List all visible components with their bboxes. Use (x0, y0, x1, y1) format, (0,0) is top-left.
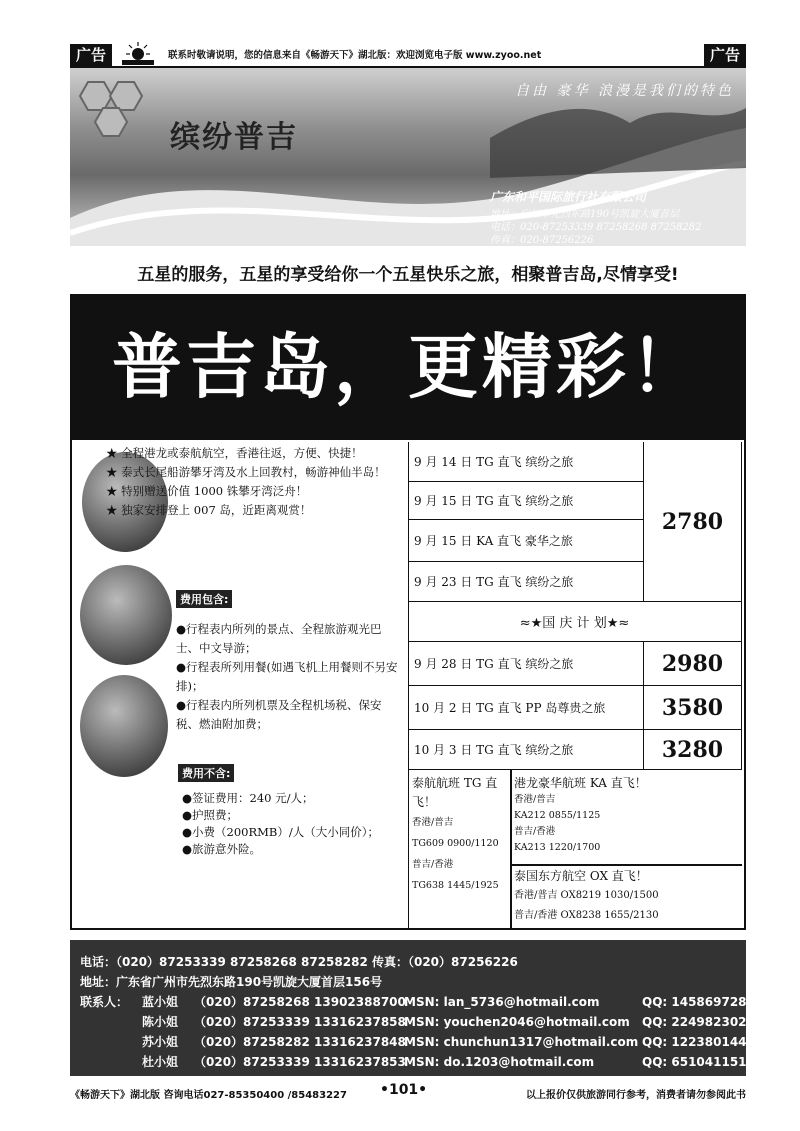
highlight-item: ★ 特别赠送价值 1000 铢攀牙湾泛舟！ (106, 484, 308, 498)
highlight-item: ★ 独家安排登上 007 岛，近距离观赏！ (106, 503, 312, 517)
national-day-row: 9 月 28 日 TG 直飞 缤纷之旅 (408, 642, 644, 686)
excluded-label: 费用不含: (178, 764, 234, 782)
contacts-label: 联系人： (80, 995, 129, 1009)
contact-qq: QQ: 2249823022 (642, 1015, 755, 1029)
ad-tag-right: 广告 (704, 44, 746, 66)
schedule-row: 9 月 23 日 TG 直飞 缤纷之旅 (408, 562, 644, 602)
highlight-item: ★ 全程港龙或泰航航空，香港往返，方便、快捷！ (106, 446, 363, 460)
excluded-item: ●签证费用：240 元/人； (182, 791, 314, 805)
national-day-row: 10 月 3 日 TG 直飞 缤纷之旅 (408, 730, 644, 770)
tagline: 五星的服务，五星的享受给你一个五星快乐之旅，相聚普吉岛,尽情享受! (137, 265, 679, 285)
hero-title: 普吉岛，更精彩！ (70, 294, 746, 440)
contact-msn: MSN: chunchun1317@hotmail.com (404, 1035, 639, 1049)
flight-line: 香港/普吉 OX8219 1030/1500 (514, 890, 659, 901)
excluded-item: ●护照费； (182, 808, 239, 822)
flight-line: KA213 1220/1700 (514, 842, 601, 853)
contact-tel: （020）87253339 13316237853 (194, 1055, 406, 1069)
flight-line: 香港/普吉 (514, 794, 556, 805)
schedule-row: 9 月 14 日 TG 直飞 缤纷之旅 (408, 442, 644, 482)
flight-line: KA212 0855/1125 (514, 810, 601, 821)
highlight-item: ★ 泰式长尾船游攀牙湾及水上回教村，畅游神仙半岛！ (106, 465, 386, 479)
excluded-item: ●旅游意外险。 (182, 842, 262, 856)
highlights-list (106, 444, 406, 520)
contact-row (80, 1032, 755, 1052)
price-cell (644, 642, 742, 686)
included-item: ●行程表内所列的景点、全程旅游观光巴士、中文导游； (176, 622, 382, 655)
company-phone: 电话：020-87253339 87258268 87258282 (490, 222, 702, 233)
included-label: 费用包含: (176, 590, 232, 608)
flight-line: 普吉/香港 (514, 826, 556, 837)
price-group1: 2780 (661, 508, 724, 535)
flights-ox (514, 866, 740, 926)
contact-row (80, 1012, 755, 1032)
contact-qq: QQ: 1458697288 (642, 995, 755, 1009)
company-name: 广东和平国际旅行社有限公司 (490, 190, 647, 204)
flight-line: TG609 0900/1120 (412, 838, 499, 849)
national-day-title: ≈★国 庆 计 划★≈ (408, 602, 742, 642)
photo-james-bond-island (80, 565, 172, 665)
ad-tag-left: 广告 (70, 44, 112, 66)
contact-qq: QQ: 651041151 (642, 1055, 747, 1069)
brand-name: 缤纷普吉 (170, 120, 298, 155)
price-value: 3580 (661, 694, 724, 721)
price-cell (644, 686, 742, 730)
included-item: ●行程表内所列机票及全程机场税、保安税、燃油附加费； (176, 698, 382, 731)
contact-row (80, 1052, 747, 1072)
excluded-list (182, 790, 402, 858)
contact-name: 蓝小姐 (142, 995, 179, 1009)
flights-tg (412, 774, 508, 896)
contact-tel: （020）87258268 13902388700 (194, 995, 406, 1009)
schedule-row: 9 月 15 日 TG 直飞 缤纷之旅 (408, 482, 644, 520)
contact-footer (70, 940, 755, 1076)
footer-phone: 电话：（020）87253339 87258268 87258282 传真：（020）87256226 (80, 955, 518, 969)
magazine-logo-icon (118, 40, 158, 66)
contact-qq: QQ: 1223801448 (642, 1035, 755, 1049)
contact-name: 陈小姐 (142, 1015, 179, 1029)
flight-line: 普吉/香港 (412, 859, 454, 870)
flights-ka-title: 港龙豪华航班 KA 直飞！ (514, 776, 647, 790)
flight-line: TG638 1445/1925 (412, 880, 499, 891)
flights-ox-title: 泰国东方航空 OX 直飞！ (514, 869, 648, 883)
price-cell (644, 730, 742, 770)
company-address: 地址：广州市先烈东路190号凯旋大厦首层 (490, 209, 680, 220)
page-footer-left: 《畅游天下》湖北版 咨询电话027-85350400 /85483227 (70, 1090, 347, 1101)
included-item: ●行程表所列用餐(如遇飞机上用餐则不另安排)； (176, 660, 398, 693)
photo-phang-nga-bay (80, 675, 168, 777)
contact-row (80, 992, 755, 1012)
page-footer-right: 以上报价仅供旅游同行参考，消费者请勿参阅此书 (526, 1090, 746, 1101)
flight-line: 香港/普吉 (412, 817, 454, 828)
contact-msn: MSN: youchen2046@hotmail.com (404, 1015, 630, 1029)
flights-ka (514, 774, 740, 856)
contact-name: 苏小姐 (142, 1035, 179, 1049)
header-note: 联系时敬请说明，您的信息来自《畅游天下》湖北版：欢迎浏览电子版 www.zyoo.net (168, 50, 542, 61)
schedule-row: 9 月 15 日 KA 直飞 豪华之旅 (408, 520, 644, 562)
flight-line: 普吉/香港 OX8238 1655/2130 (514, 910, 659, 921)
contact-tel: （020）87253339 13316237858 (194, 1015, 406, 1029)
flights-tg-title: 泰航航班 TG 直飞！ (412, 776, 498, 809)
excluded-item: ●小费（200RMB）/人（大小同价）； (182, 825, 379, 839)
price-value: 2980 (661, 650, 724, 677)
contact-msn: MSN: lan_5736@hotmail.com (404, 995, 600, 1009)
contact-msn: MSN: do.1203@hotmail.com (404, 1055, 595, 1069)
banner (70, 68, 746, 246)
banner-slogan: 自由 豪华 浪漫是我们的特色 (515, 83, 734, 99)
flights-divider-v (510, 770, 512, 928)
company-fax: 传真：020-87256226 (490, 235, 594, 246)
contact-name: 杜小姐 (142, 1055, 179, 1069)
included-list (176, 620, 404, 734)
footer-address: 地址：广东省广州市先烈东路190号凯旋大厦首层156号 (80, 975, 383, 989)
price-value: 3280 (661, 736, 724, 763)
contact-tel: （020）87258282 13316237848 (194, 1035, 406, 1049)
price-cell (644, 442, 742, 602)
page-number: •101• (380, 1082, 428, 1098)
national-day-row: 10 月 2 日 TG 直飞 PP 岛尊贵之旅 (408, 686, 644, 730)
